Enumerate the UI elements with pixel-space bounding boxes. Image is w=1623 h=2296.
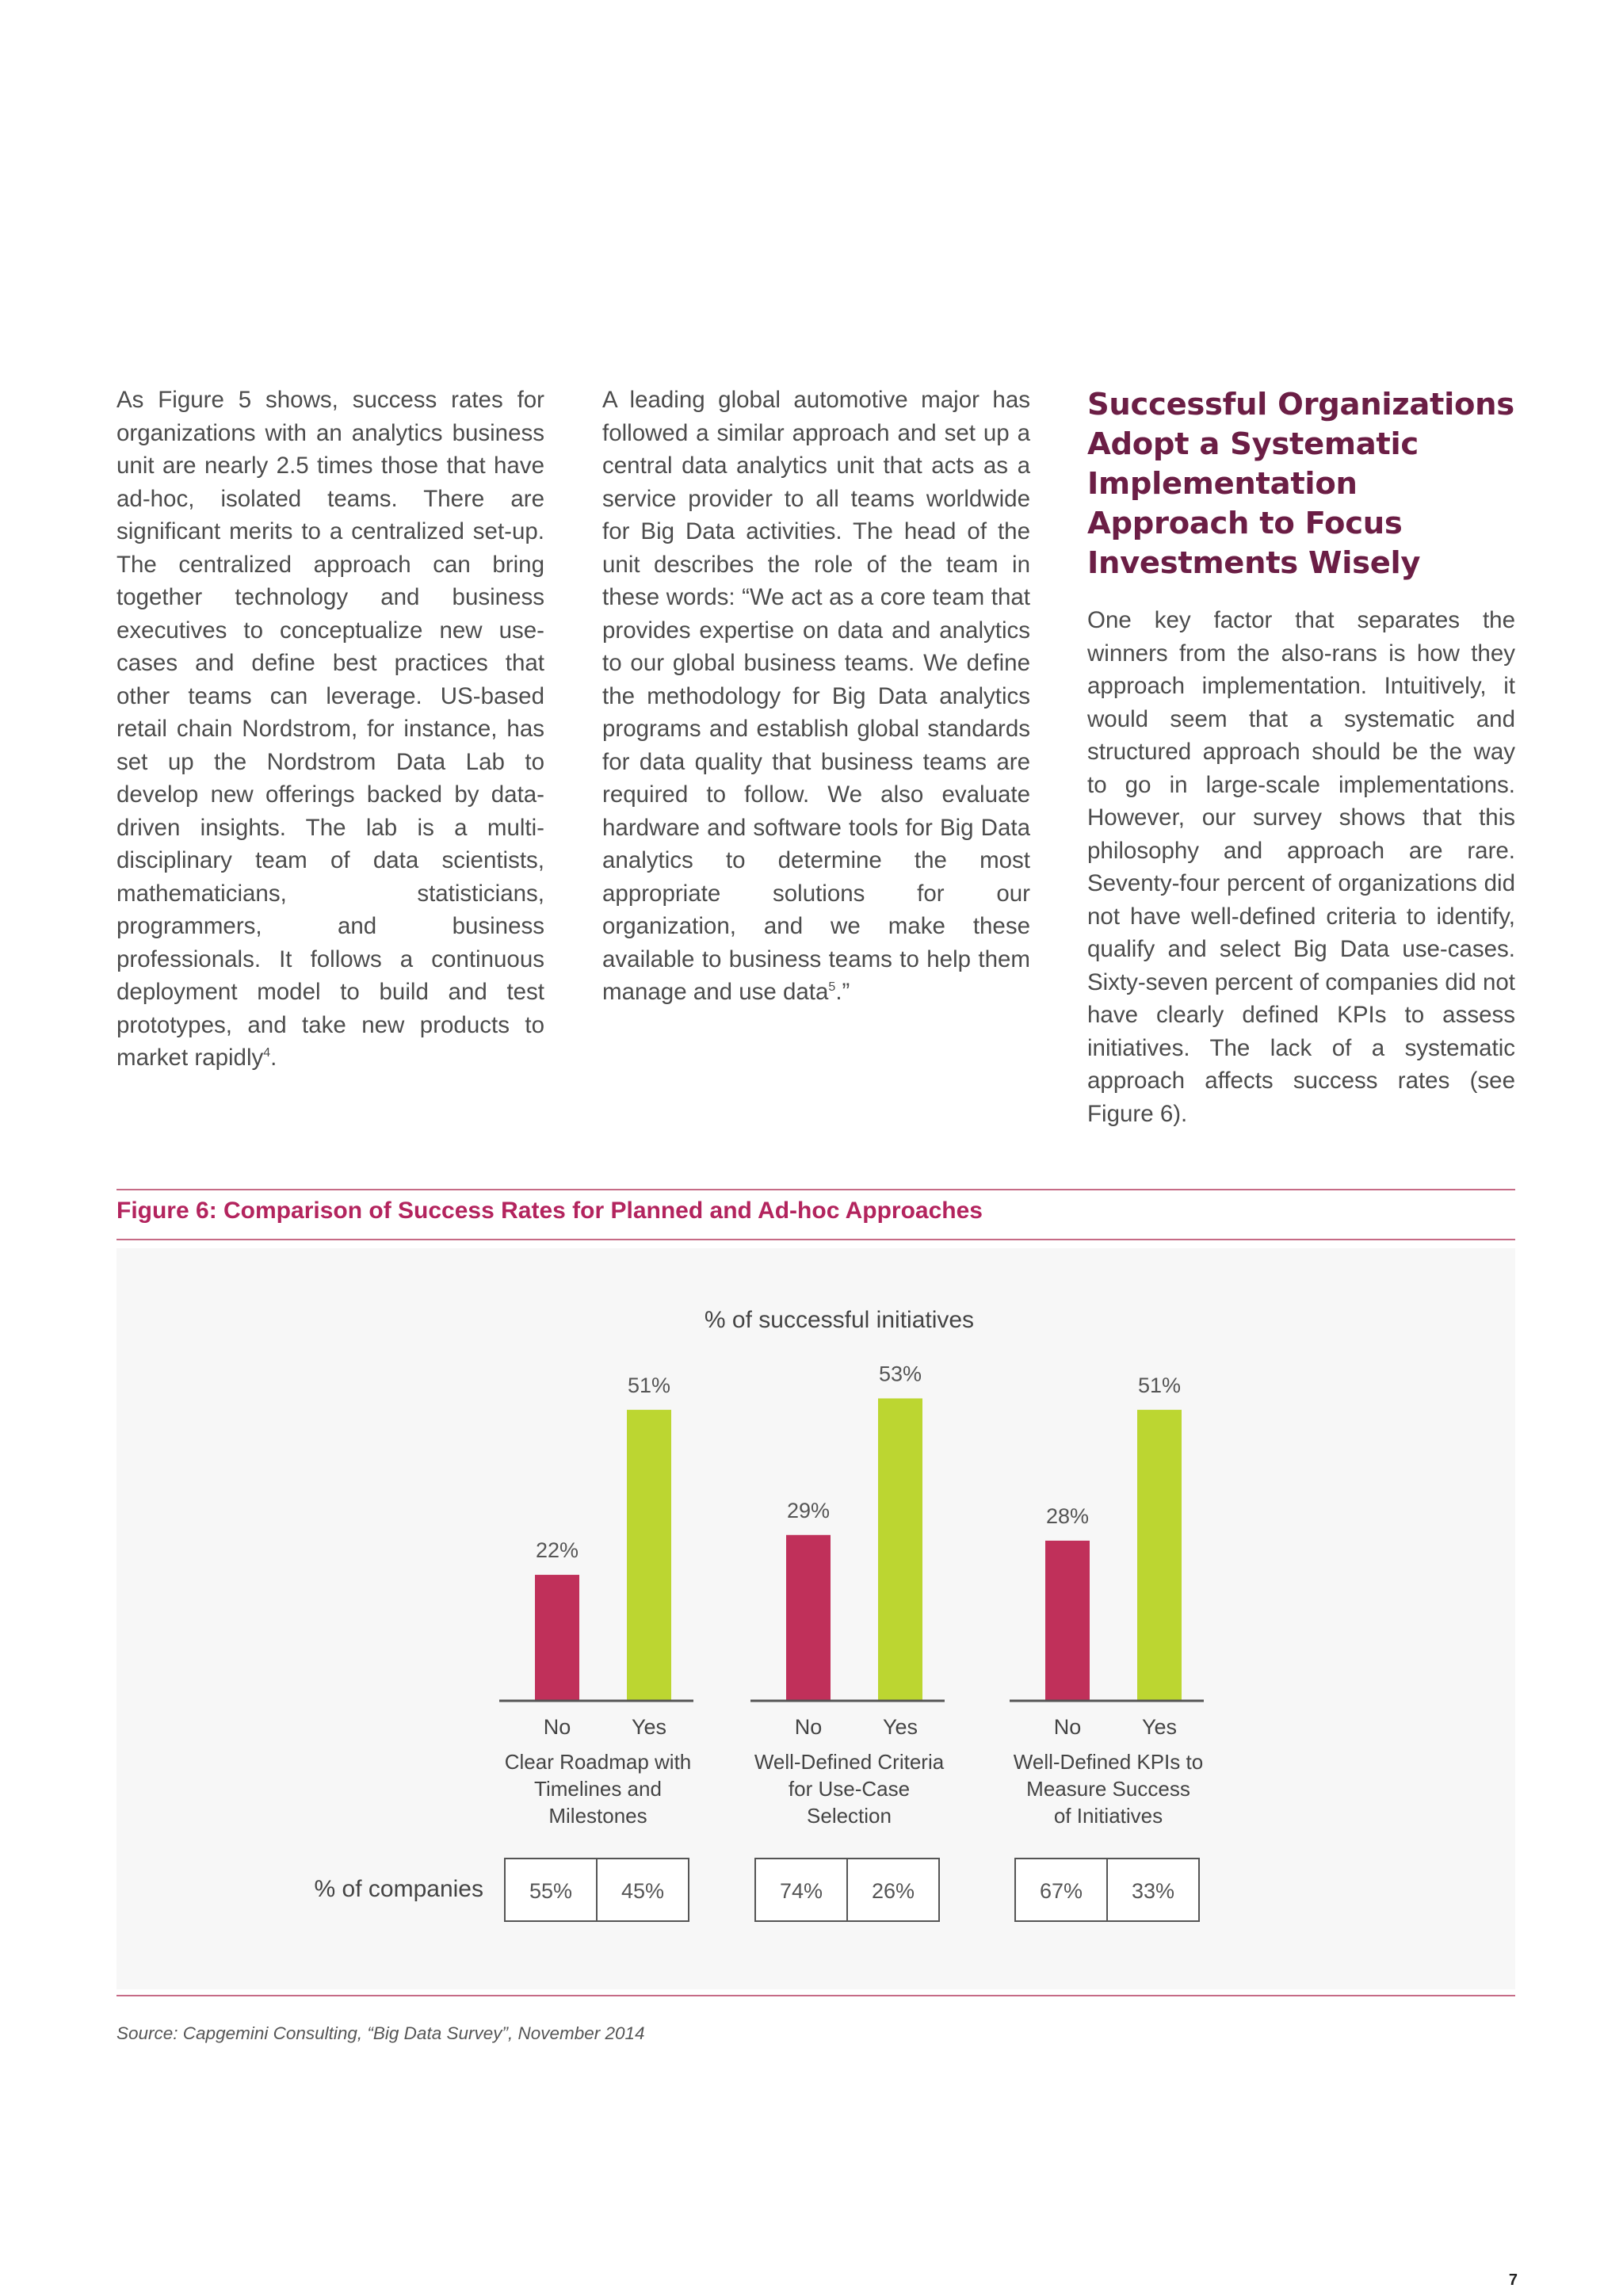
group-label: Well-Defined KPIs to (1013, 1750, 1204, 1774)
companies-value: 67% (1039, 1879, 1083, 1903)
companies-value: 74% (779, 1879, 823, 1903)
bar-category-label: No (543, 1715, 571, 1739)
body-paragraph: As Figure 5 shows, success rates for organizations with an analytics business unit are nearly 2.5 times those that have ad-hoc, isolated teams. There are significant merits to a centralized set-up. The centralized approach can bring together technology and business executives to conceptualize new use-cases and define best practices that other teams can leverage. US-based retail chain Nordstrom, for instance, has set up the Nordstrom Data Lab to develop new offerings backed by data-driven insights. The lab is a multi-disciplinary team of data scientists, mathematicians, statisticians, programmers, and business professionals. It follows a continuous deployment model to build and test prototypes, and take new products to market rapidly$^4$. (116, 387, 544, 1071)
figure-title: Figure 6: Comparison of Success Rates for Planned and Ad-hoc Approaches (116, 1198, 983, 1224)
companies-row-label: % of companies (314, 1876, 483, 1902)
bar-value-label: 28% (1045, 1503, 1090, 1528)
bar-category-label: No (794, 1715, 823, 1739)
page-number: 7 (1508, 2271, 1518, 2289)
body-column-right (1087, 385, 1515, 1130)
body-paragraph: A leading global automotive major has followed a similar approach and set up a central data analytics unit that acts as a service provider to all teams worldwide for Big Data activities. The head of the unit describes the role of the team in these words: “We act as a core team that provides expertise on data and analytics to our global business teams. We define the methodology for Big Data analytics programs and establish global standards for data quality that business teams are required to follow. We also evaluate hardware and software tools for Big Data analytics to determine the most appropriate solutions for our organization, and we make these available to business teams to help them manage and use data$^5$.” (602, 387, 1030, 1005)
body-paragraph: One key factor that separates the winners from the also-rans is how they approach implementation. Intuitively, it would seem that a systematic and structured approach should be the way to go in large-scale implementations. However, our survey shows that this philosophy and approach are rare. Seventy-four percent of organizations did not have well-defined criteria to identify, qualify and select Big Data use-cases. Sixty-seven percent of companies did not have clearly defined KPIs to assess initiatives. The lack of a systematic approach affects success rates (see Figure 6). (1087, 607, 1515, 1127)
bar-yes (878, 1398, 922, 1700)
bar-value-label: 53% (878, 1362, 922, 1386)
bar-chart (116, 1248, 1515, 1989)
bar-value-label: 51% (627, 1373, 671, 1397)
bar-yes (1137, 1410, 1182, 1700)
companies-value: 26% (871, 1879, 915, 1903)
group-label: of Initiatives (1053, 1804, 1163, 1828)
group-label: Timelines and (534, 1777, 662, 1801)
bar-value-label: 51% (1137, 1373, 1182, 1397)
bar-value-label: 29% (786, 1498, 831, 1522)
group-label: for Use-Case (788, 1777, 911, 1801)
bar-category-label: Yes (1141, 1715, 1178, 1739)
bar-no (786, 1535, 831, 1700)
section-heading: Successful Organizations Adopt a Systematic Implementation Approach to Focus Investments Wisely (1087, 387, 1514, 581)
footnote-ref: 4 (263, 1046, 271, 1060)
body-column-middle (602, 384, 1030, 1009)
bar-category-label: Yes (631, 1715, 667, 1739)
bar-category-label: No (1053, 1715, 1082, 1739)
figure-source: Source: Capgemini Consulting, “Big Data Survey”, November 2014 (116, 2023, 645, 2043)
group-label: Clear Roadmap with (504, 1750, 692, 1774)
companies-value: 55% (529, 1879, 573, 1903)
body-column-left (116, 384, 544, 1075)
bar-yes (627, 1410, 671, 1700)
bar-value-label: 22% (535, 1538, 579, 1563)
bar-no (1045, 1541, 1090, 1700)
bar-category-label: Yes (882, 1715, 918, 1739)
figure-top-rule (116, 1189, 1515, 1190)
figure-bottom-rule (116, 1995, 1515, 1996)
figure-title-rule (116, 1239, 1515, 1240)
group-label: Milestones (548, 1804, 647, 1828)
group-label: Selection (807, 1804, 892, 1828)
footnote-ref: 5 (828, 980, 836, 995)
chart-title: % of successful initiatives (704, 1307, 975, 1333)
chart-panel (116, 1248, 1515, 1989)
bar-no (535, 1575, 579, 1700)
group-label: Measure Success (1026, 1777, 1190, 1801)
group-label: Well-Defined Criteria (754, 1750, 945, 1774)
companies-value: 33% (1131, 1879, 1175, 1903)
companies-value: 45% (621, 1879, 665, 1903)
